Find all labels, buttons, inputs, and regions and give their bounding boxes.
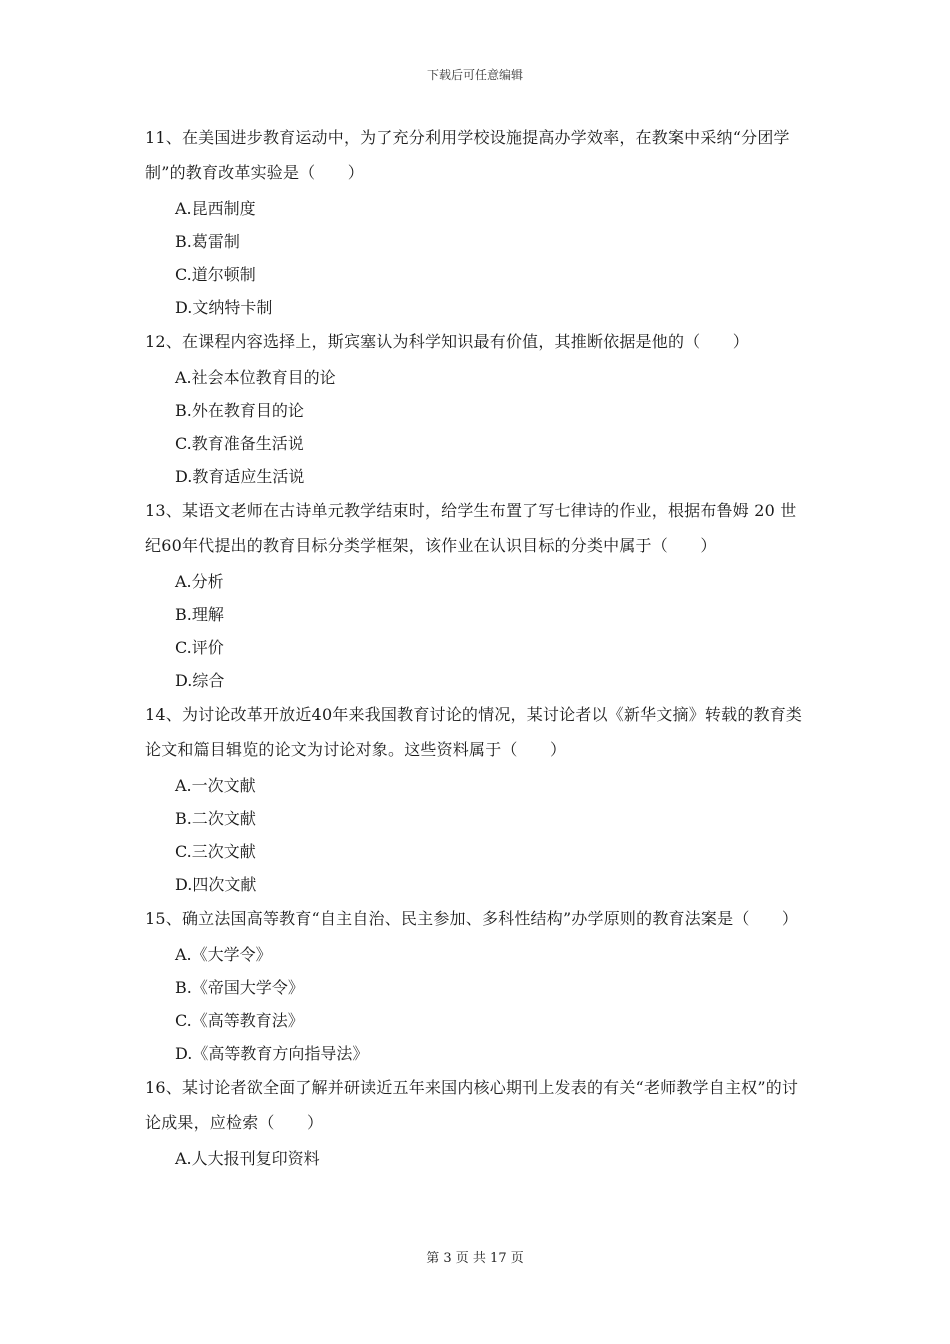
option-list: [145, 1142, 810, 1175]
option-c: C.教育准备生活说: [175, 434, 304, 453]
option-b: B.外在教育目的论: [175, 401, 304, 420]
option-d: D.教育适应生活说: [175, 467, 305, 486]
option-a: A.分析: [175, 572, 224, 591]
option-b: B.葛雷制: [175, 232, 240, 251]
option-b: B.《帝国大学令》: [175, 978, 304, 997]
question-stem: 12、在课程内容选择上，斯宾塞认为科学知识最有价值，其推断依据是他的（ ）: [145, 332, 749, 351]
question-14: [145, 697, 810, 901]
question-stem: 14、为讨论改革开放近40年来我国教育讨论的情况，某讨论者以《新华文摘》转载的教育类论文和篇目辑览的论文为讨论对象。这些资料属于（ ）: [145, 705, 803, 759]
page-number: 第 3 页 共 17 页: [426, 1251, 524, 1266]
option-d: D.《高等教育方向指导法》: [175, 1044, 369, 1063]
option-list: [145, 769, 810, 901]
option-b: B.二次文献: [175, 809, 256, 828]
option-c: C.三次文献: [175, 842, 256, 861]
option-c: C.道尔顿制: [175, 265, 256, 284]
option-list: [145, 938, 810, 1070]
question-stem: 13、某语文老师在古诗单元教学结束时，给学生布置了写七律诗的作业，根据布鲁姆 20 世纪60年代提出的教育目标分类学框架，该作业在认识目标的分类中属于（ ）: [145, 501, 797, 555]
question-12: [145, 324, 810, 493]
option-list: [145, 565, 810, 697]
option-list: [145, 361, 810, 493]
question-stem: 16、某讨论者欲全面了解并研读近五年来国内核心期刊上发表的有关“老师教学自主权”的讨论成果，应检索（ ）: [145, 1078, 799, 1132]
option-d: D.文纳特卡制: [175, 298, 273, 317]
question-13: [145, 493, 810, 697]
option-a: A.社会本位教育目的论: [175, 368, 336, 387]
option-list: [145, 192, 810, 324]
option-a: A.昆西制度: [175, 199, 256, 218]
option-c: C.《高等教育法》: [175, 1011, 304, 1030]
option-c: C.评价: [175, 638, 224, 657]
option-b: B.理解: [175, 605, 224, 624]
option-d: D.四次文献: [175, 875, 257, 894]
question-15: [145, 901, 810, 1070]
question-stem: 15、确立法国高等教育“自主自治、民主参加、多科性结构”办学原则的教育法案是（ ）: [145, 909, 799, 928]
question-16: [145, 1070, 810, 1175]
question-stem: 11、在美国进步教育运动中，为了充分利用学校设施提高办学效率，在教案中采纳“分团学制”的教育改革实验是（ ）: [145, 128, 790, 182]
option-a: A.一次文献: [175, 776, 256, 795]
option-d: D.综合: [175, 671, 225, 690]
page-header: 下载后可任意编辑: [426, 68, 523, 82]
option-a: A.人大报刊复印资料: [175, 1149, 320, 1168]
option-a: A.《大学令》: [175, 945, 272, 964]
question-list: [145, 120, 810, 1175]
question-11: [145, 120, 810, 324]
